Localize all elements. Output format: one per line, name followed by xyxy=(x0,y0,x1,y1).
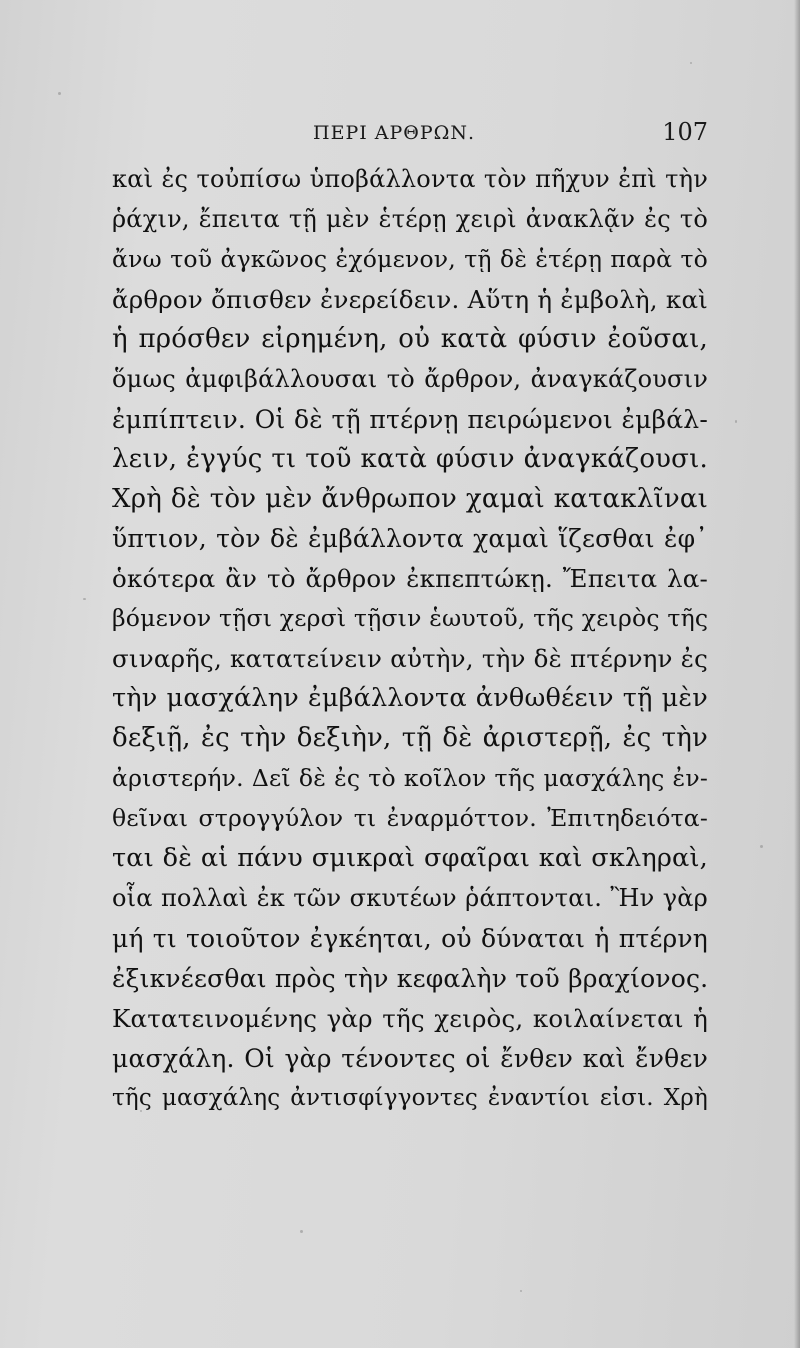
paper-speck xyxy=(300,1230,303,1233)
text-line: ται δὲ αἱ πάνυ σμικραὶ σφαῖραι καὶ σκληραὶ, xyxy=(112,842,708,873)
text-line: ὅμως ἀμφιβάλλουσαι τὸ ἄρθρον, ἀναγκάζουσιν xyxy=(112,364,708,393)
text-line: ὕπτιον, τὸν δὲ ἐμβάλλοντα χαμαὶ ἵζεσθαι ἐφ᾽ xyxy=(112,524,708,554)
paper-speck xyxy=(760,845,763,848)
text-line: ἄρθρον ὄπισθεν ἐνερείδειν. Αὕτη ἡ ἐμβολὴ, καὶ xyxy=(112,284,708,314)
text-line: καὶ ἐς τοὐπίσω ὑποβάλλοντα τὸν πῆχυν ἐπὶ τὴν xyxy=(112,165,708,193)
paper-speck xyxy=(735,420,737,423)
paper-speck xyxy=(83,598,86,600)
text-line: μή τι τοιοῦτον ἐγκέηται, οὐ δύναται ἡ πτέρνη xyxy=(112,923,708,953)
text-line: Κατατεινομένης γὰρ τῆς χειρὸς, κοιλαίνεται ἡ xyxy=(112,1003,708,1033)
running-head: ΠΕΡΙ ΑΡΘΡΩΝ. xyxy=(313,122,476,144)
text-line: τῆς μασχάλης ἀντισφίγγοντες ἐναντίοι εἰσι. Χρὴ xyxy=(112,1084,708,1111)
paper-speck xyxy=(520,1290,522,1292)
text-line: θεῖναι στρογγύλον τι ἐναρμόττον. Ἐπιτηδειότα- xyxy=(112,804,708,832)
text-line: ἐξικνέεσθαι πρὸς τὴν κεφαλὴν τοῦ βραχίονος. xyxy=(112,963,709,993)
page-number: 107 xyxy=(662,118,708,146)
text-line: βόμενον τῇσι χερσὶ τῇσιν ἑωυτοῦ, τῆς χειρὸς τῆς xyxy=(112,604,709,633)
page-header xyxy=(108,118,708,154)
text-line: ἐμπίπτειν. Οἱ δὲ τῇ πτέρνῃ πειρώμενοι ἐμβάλ- xyxy=(112,404,708,434)
paper-speck xyxy=(58,92,61,95)
text-line: λειν, ἐγγύς τι τοῦ κατὰ φύσιν ἀναγκάζουσι. xyxy=(112,443,708,474)
text-line: σιναρῆς, κατατείνειν αὐτὴν, τὴν δὲ πτέρνην ἐς xyxy=(112,644,708,674)
text-line: ὁκότερα ἂν τὸ ἄρθρον ἐκπεπτώκῃ. Ἔπειτα λα- xyxy=(112,564,708,594)
text-line: τὴν μασχάλην ἐμβάλλοντα ἀνθωθέειν τῇ μὲν xyxy=(112,683,708,714)
text-line: δεξιῇ, ἐς τὴν δεξιὴν, τῇ δὲ ἀριστερῇ, ἐς τὴν xyxy=(112,723,708,754)
paper-speck xyxy=(690,62,692,64)
text-line: οἷα πολλαὶ ἐκ τῶν σκυτέων ῥάπτονται. Ἢν γὰρ xyxy=(112,883,708,912)
text-line: ἡ πρόσθεν εἰρημένη, οὐ κατὰ φύσιν ἐοῦσαι, xyxy=(112,323,708,354)
text-line: Χρὴ δὲ τὸν μὲν ἄνθρωπον χαμαὶ κατακλῖναι xyxy=(112,483,708,514)
text-line: ἄνω τοῦ ἀγκῶνος ἐχόμενον, τῇ δὲ ἑτέρῃ παρὰ τὸ xyxy=(112,244,708,273)
body-text xyxy=(112,160,708,1119)
text-line: ῥάχιν, ἔπειτα τῇ μὲν ἑτέρῃ χειρὶ ἀνακλᾷν ἐς τὸ xyxy=(112,204,708,233)
text-line: μασχάλη. Οἱ γὰρ τένοντες οἱ ἔνθεν καὶ ἔνθεν xyxy=(112,1043,708,1073)
text-line: ἀριστερήν. Δεῖ δὲ ἐς τὸ κοῖλον τῆς μασχάλης ἐν- xyxy=(112,764,708,793)
page-edge-shadow xyxy=(794,0,800,1348)
